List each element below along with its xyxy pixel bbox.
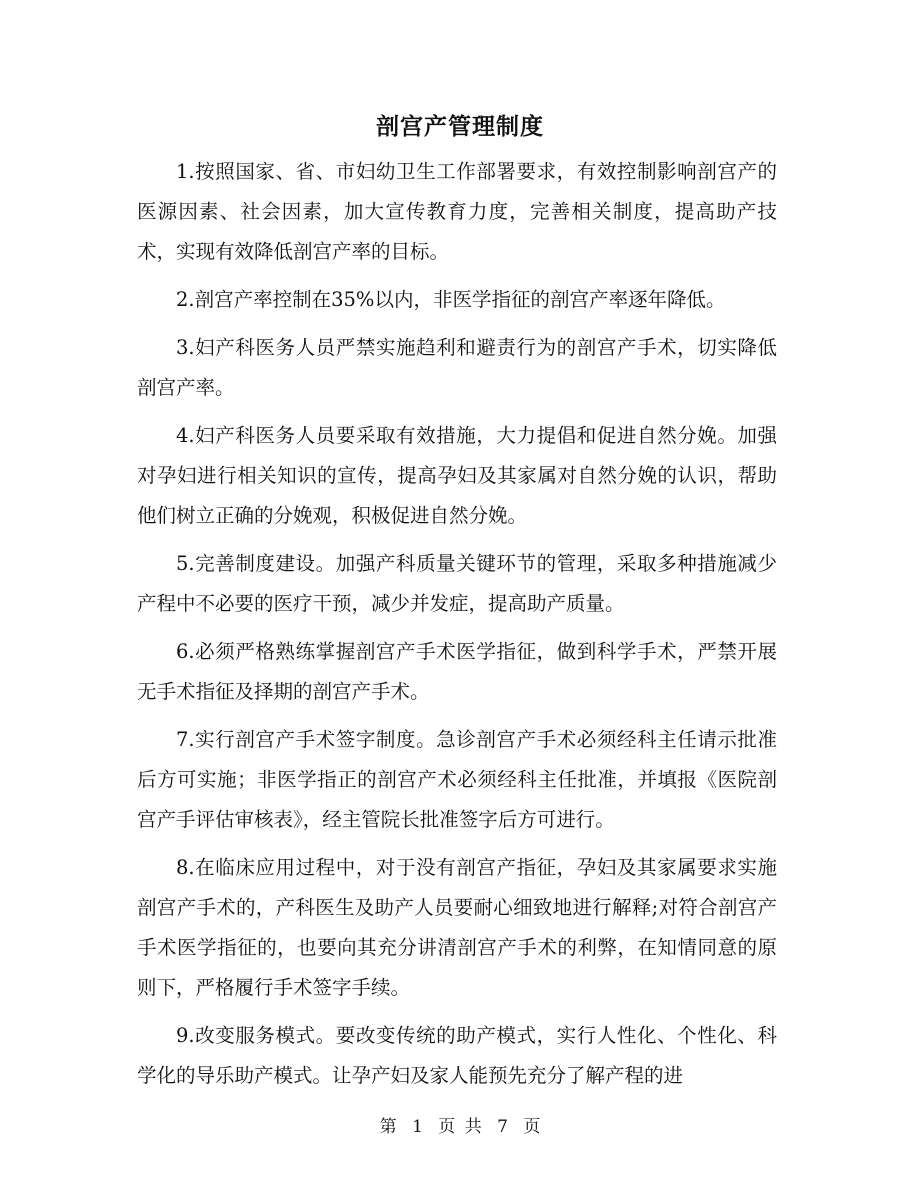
document-body (137, 152, 777, 1104)
footer-total-pages: 7 (497, 1117, 508, 1137)
paragraph-9: 9.改变服务模式。要改变传统的助产模式，实行人性化、个性化、科学化的导乐助产模式。让孕产妇及家人能预先充分了解产程的进 (137, 1024, 777, 1087)
document-title: 剖宫产管理制度 (376, 113, 544, 140)
page-footer (0, 1112, 920, 1137)
footer-prefix: 第 (379, 1117, 397, 1137)
footer-page-number: 1 (412, 1117, 423, 1137)
paragraph-3: 3.妇产科医务人员严禁实施趋利和避责行为的剖宫产手术，切实降低剖宫产率。 (137, 336, 777, 399)
paragraph-7: 7.实行剖宫产手术签字制度。急诊剖宫产手术必须经科主任请示批准后方可实施；非医学指正的剖宫产术必须经科主任批准，并填报《医院剖宫产手评估审核表》，经主管院长批准签字后方可进行。 (137, 728, 777, 831)
paragraph-1: 1.按照国家、省、市妇幼卫生工作部署要求，有效控制影响剖宫产的医源因素、社会因素，加大宣传教育力度，完善相关制度，提高助产技术，实现有效降低剖宫产率的目标。 (137, 160, 777, 263)
footer-middle: 页 共 (438, 1117, 482, 1137)
paragraph-4: 4.妇产科医务人员要采取有效措施，大力提倡和促进自然分娩。加强对孕妇进行相关知识的宣传，提高孕妇及其家属对自然分娩的认识，帮助他们树立正确的分娩观，积极促进自然分娩。 (137, 424, 777, 527)
paragraph-2: 2.剖宫产率控制在35%以内，非医学指征的剖宫产率逐年降低。 (176, 288, 726, 311)
paragraph-6: 6.必须严格熟练掌握剖宫产手术医学指征，做到科学手术，严禁开展无手术指征及择期的剖宫产手术。 (137, 640, 777, 703)
paragraph-8: 8.在临床应用过程中，对于没有剖宫产指征，孕妇及其家属要求实施剖宫产手术的，产科医生及助产人员要耐心细致地进行解释;对符合剖宫产手术医学指征的，也要向其充分讲清剖宫产手术的利弊，在知情同意的原则下，严格履行手术签字手续。 (137, 856, 777, 999)
footer-suffix: 页 (523, 1117, 541, 1137)
paragraph-5: 5.完善制度建设。加强产科质量关键环节的管理，采取多种措施减少产程中不必要的医疗干预，减少并发症，提高助产质量。 (137, 552, 777, 615)
